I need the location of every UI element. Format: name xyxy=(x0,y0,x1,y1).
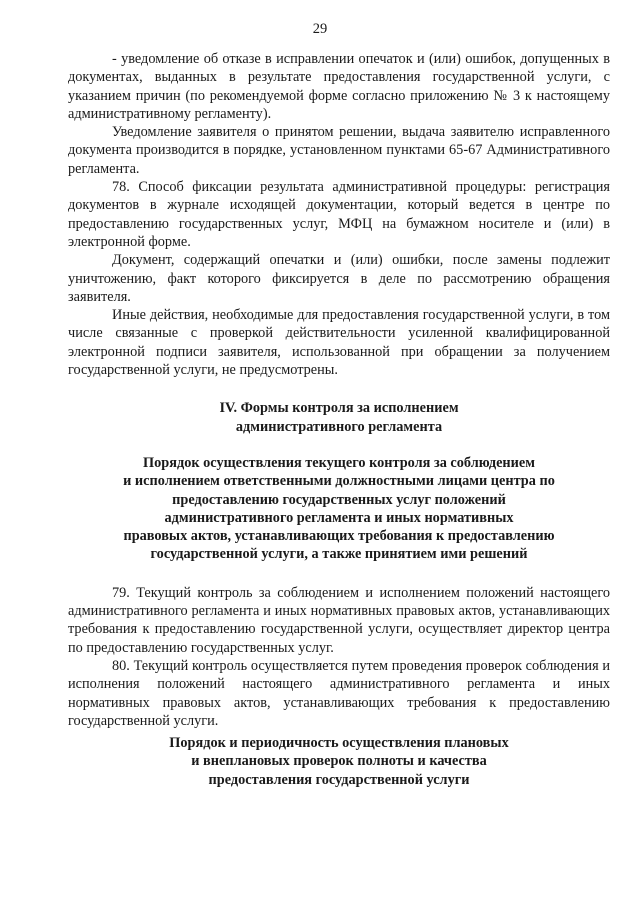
page-number: 29 xyxy=(312,21,328,37)
paragraph-other-actions: Иные действия, необходимые для предоставления государственной услуги, в том числе связанные с проверкой действительности усиленной квалифицированной электронной подписи заявителя, использованной при обращении за получением государственной услуги, не предусмотрены. xyxy=(68,307,610,379)
subheading-inspections xyxy=(68,734,610,789)
subheading-current-control xyxy=(68,454,610,564)
section-heading-line-2: административного регламента xyxy=(235,418,443,435)
section-heading xyxy=(68,399,610,436)
paragraph-rejection-notice: - уведомление об отказе в исправлении опечаток и (или) ошибок, допущенных в документах, выданных в результате предоставления государственной услуги, с указанием причин (по рекомендуемой форме согласно приложению № 3 к настоящему административному регламенту). xyxy=(68,51,610,122)
subheading-2-line-3: предоставления государственной услуги xyxy=(208,771,470,788)
paragraph-79: 79. Текущий контроль за соблюдением и исполнением положений настоящего административного регламента и иных нормативных правовых актов, устанавливающих требования к предоставлению государственной услуги, осуществляет директор центра по предоставлению государственных услуг. xyxy=(68,584,610,656)
subheading-2-line-2: и внеплановых проверок полноты и качества xyxy=(191,753,487,770)
subheading-1-line-6: государственной услуги, а также принятием ими решений xyxy=(150,546,528,563)
subheading-1-line-4: административного регламента и иных нормативных xyxy=(164,509,514,526)
document-body xyxy=(68,50,610,789)
paragraph-78: 78. Способ фиксации результата административной процедуры: регистрация документов в журнале исходящей документации, который ведется в центре по предоставлению государственных услуг, МФЦ на бумажном носителе и (или) в электронной форме. xyxy=(68,179,610,250)
subheading-1-line-3: предоставлению государственных услуг положений xyxy=(172,491,506,508)
section-heading-line-1: IV. Формы контроля за исполнением xyxy=(219,400,459,417)
paragraph-document-destruction: Документ, содержащий опечатки и (или) ошибки, после замены подлежит уничтожению, факт которого фиксируется в деле по рассмотрению обращения заявителя. xyxy=(68,252,610,305)
paragraph-80: 80. Текущий контроль осуществляется путем проведения проверок соблюдения и исполнения положений настоящего административного регламента и иных нормативных правовых актов, устанавливающих требования к предоставлению государственной услуги. xyxy=(68,657,610,729)
subheading-2-line-1: Порядок и периодичность осуществления плановых xyxy=(169,735,509,752)
subheading-1-line-1: Порядок осуществления текущего контроля за соблюдением xyxy=(143,454,535,471)
paragraph-notification: Уведомление заявителя о принятом решении, выдача заявителю исправленного документа производится в порядке, установленном пунктами 65-67 Административного регламента. xyxy=(68,124,610,177)
subheading-1-line-2: и исполнением ответственными должностными лицами центра по xyxy=(123,473,555,490)
subheading-1-line-5: правовых актов, устанавливающих требования к предоставлению xyxy=(123,528,555,545)
